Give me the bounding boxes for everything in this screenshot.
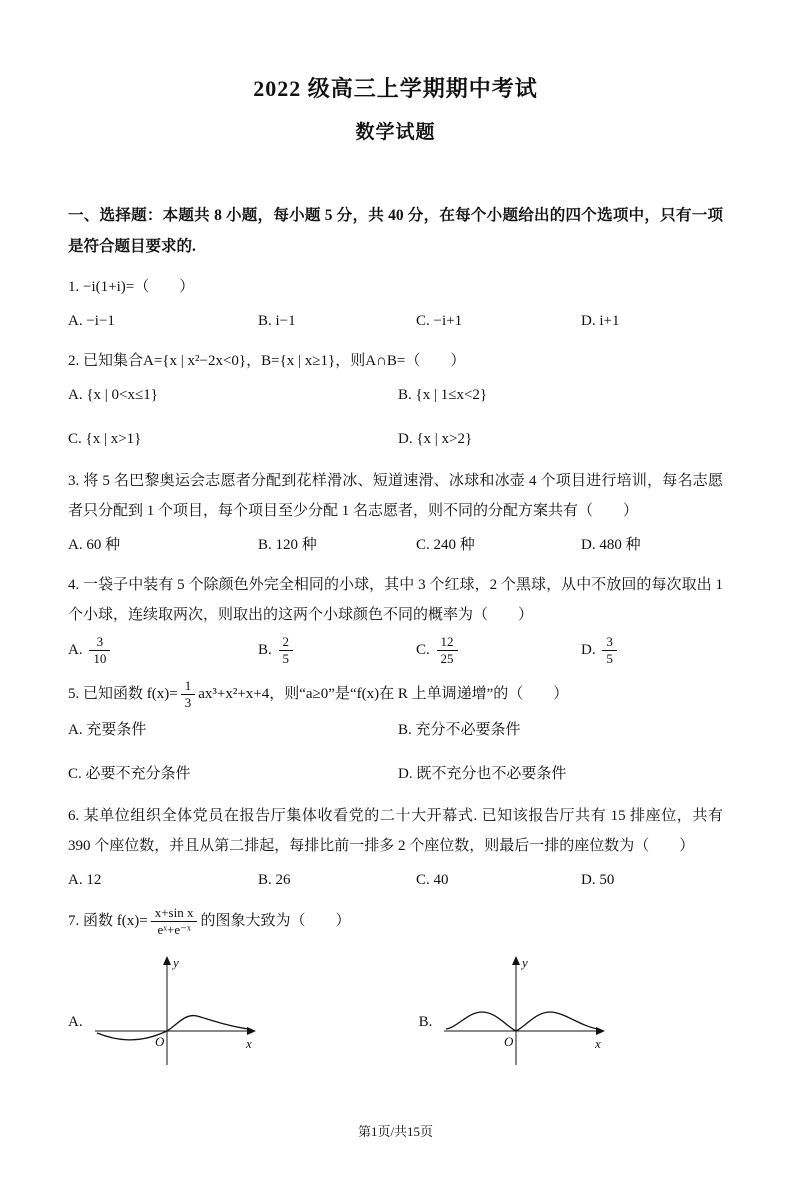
option-b: B. 26 xyxy=(258,872,291,888)
fraction xyxy=(181,678,196,712)
question-5-suffix: ax³+x²+x+4，则“a≥0”是“f(x)在 R 上单调递增”的（ ） xyxy=(198,685,569,702)
graph-a-label: A. xyxy=(68,1014,83,1030)
option-d: D. {x | x>2} xyxy=(398,431,473,447)
title-block xyxy=(68,72,723,144)
fraction-denominator: 5 xyxy=(606,651,613,667)
page-title: 2022 级高三上学期期中考试 xyxy=(253,76,538,101)
question-4-text: 4. 一袋子中装有 5 个除颜色外完全相同的小球，其中 3 个红球，2 个黑球，从中不放回的每次取出 1 个小球，连续取两次，则取出的这两个小球颜色不同的概率为（ ） xyxy=(68,577,723,623)
question-4 xyxy=(68,570,723,668)
graph-b xyxy=(419,953,611,1075)
fraction-numerator: 2 xyxy=(279,634,294,651)
graph-b-plot xyxy=(438,953,610,1075)
x-axis-arrow xyxy=(247,1027,256,1035)
question-3 xyxy=(68,466,723,560)
y-axis-label: y xyxy=(172,954,179,970)
option-d: D. 既不充分也不必要条件 xyxy=(398,766,567,782)
question-5 xyxy=(68,678,723,790)
option-c: C. {x | x>1} xyxy=(68,431,142,447)
graph-b-label: B. xyxy=(418,1014,433,1030)
question-7-text xyxy=(68,905,723,939)
fraction-numerator: 3 xyxy=(89,634,110,651)
question-7-suffix: 的图象大致为（ ） xyxy=(200,913,351,930)
question-1-options xyxy=(68,306,723,336)
question-6-options xyxy=(68,865,723,895)
option-b: B. 充分不必要条件 xyxy=(398,722,521,738)
y-axis-arrow xyxy=(512,956,520,965)
question-1 xyxy=(68,272,723,336)
option-a: A. 12 xyxy=(68,872,102,888)
fraction-numerator: 12 xyxy=(437,634,458,651)
option-a: A. 充要条件 xyxy=(68,722,147,738)
page-number: 第1页/共15页 xyxy=(357,1123,434,1139)
option-a xyxy=(68,634,258,668)
option-b: B. {x | 1≤x<2} xyxy=(398,387,488,403)
fraction-denominator: eˣ+e⁻ˣ xyxy=(157,922,191,938)
option-d-label: D. xyxy=(581,642,596,659)
page-subtitle: 数学试题 xyxy=(355,122,436,143)
y-axis-label: y xyxy=(522,954,529,970)
fraction-numerator: 3 xyxy=(602,634,617,651)
fraction-numerator: x+sin x xyxy=(151,905,198,922)
option-b: B. i−1 xyxy=(258,313,296,329)
section-heading: 一、选择题：本题共 8 小题，每小题 5 分，共 40 分，在每个小题给出的四个选项中，只有一项是符合题目要求的. xyxy=(68,207,723,255)
fraction-denominator: 3 xyxy=(184,694,192,710)
x-axis-arrow xyxy=(596,1027,605,1035)
fraction xyxy=(437,634,458,668)
x-axis-label: x xyxy=(245,1035,252,1051)
option-a: A. −i−1 xyxy=(68,313,115,329)
question-2-options xyxy=(68,380,723,454)
fraction-numerator: 1 xyxy=(181,678,196,695)
curve xyxy=(97,1015,249,1039)
fraction xyxy=(89,634,110,668)
fraction xyxy=(151,905,198,939)
option-a: A. 60 种 xyxy=(68,537,121,553)
option-d xyxy=(581,634,723,668)
option-c-label: C. xyxy=(416,642,430,659)
option-b-label: B. xyxy=(258,642,272,659)
curve xyxy=(446,1012,598,1031)
question-7-graphs xyxy=(68,953,723,1075)
x-axis-label: x xyxy=(595,1035,602,1051)
question-1-text: 1. −i(1+i)=（ ） xyxy=(68,279,195,295)
fraction xyxy=(602,634,617,668)
fraction-denominator: 5 xyxy=(282,651,290,667)
fraction-denominator: 25 xyxy=(440,651,454,667)
question-5-options xyxy=(68,715,723,789)
option-c: C. 40 xyxy=(416,872,449,888)
option-a: A. {x | 0<x≤1} xyxy=(68,387,158,403)
option-c: C. 必要不充分条件 xyxy=(68,766,191,782)
question-5-text xyxy=(68,678,723,712)
question-2 xyxy=(68,346,723,454)
option-d: D. 50 xyxy=(581,872,615,888)
option-d: D. i+1 xyxy=(581,313,620,329)
question-3-text: 3. 将 5 名巴黎奥运会志愿者分配到花样滑冰、短道速滑、冰球和冰壶 4 个项目进行培训，每名志愿者只分配到 1 个项目，每个项目至少分配 1 名志愿者，则不同的分配方案共有（ ） xyxy=(68,473,723,519)
option-c xyxy=(416,634,581,668)
option-c: C. 240 种 xyxy=(416,537,475,553)
question-5-prefix: 5. 已知函数 f(x)= xyxy=(68,685,178,702)
option-d: D. 480 种 xyxy=(581,537,641,553)
y-axis-arrow xyxy=(163,956,171,965)
graph-a-plot xyxy=(89,953,261,1075)
fraction-denominator: 10 xyxy=(93,651,107,667)
question-4-options xyxy=(68,634,723,668)
fraction xyxy=(279,634,294,668)
option-b xyxy=(258,634,416,668)
origin-label: O xyxy=(154,1033,164,1049)
graph-a xyxy=(68,953,261,1075)
question-7-prefix: 7. 函数 f(x)= xyxy=(68,913,148,930)
question-7 xyxy=(68,905,723,1075)
option-a-label: A. xyxy=(68,642,83,659)
question-2-text: 2. 已知集合A={x | x²−2x<0}，B={x | x≥1}，则A∩B=（ ） xyxy=(68,353,466,369)
option-c: C. −i+1 xyxy=(416,313,463,329)
origin-label: O xyxy=(504,1033,514,1049)
question-3-options xyxy=(68,530,723,560)
option-b: B. 120 种 xyxy=(258,537,317,553)
question-6 xyxy=(68,801,723,895)
question-6-text: 6. 某单位组织全体党员在报告厅集体收看党的二十大开幕式. 已知该报告厅共有 15 排座位，共有 390 个座位数，并且从第二排起，每排比前一排多 2 个座位数，则最后一排的座位数为（ ） xyxy=(68,808,723,854)
